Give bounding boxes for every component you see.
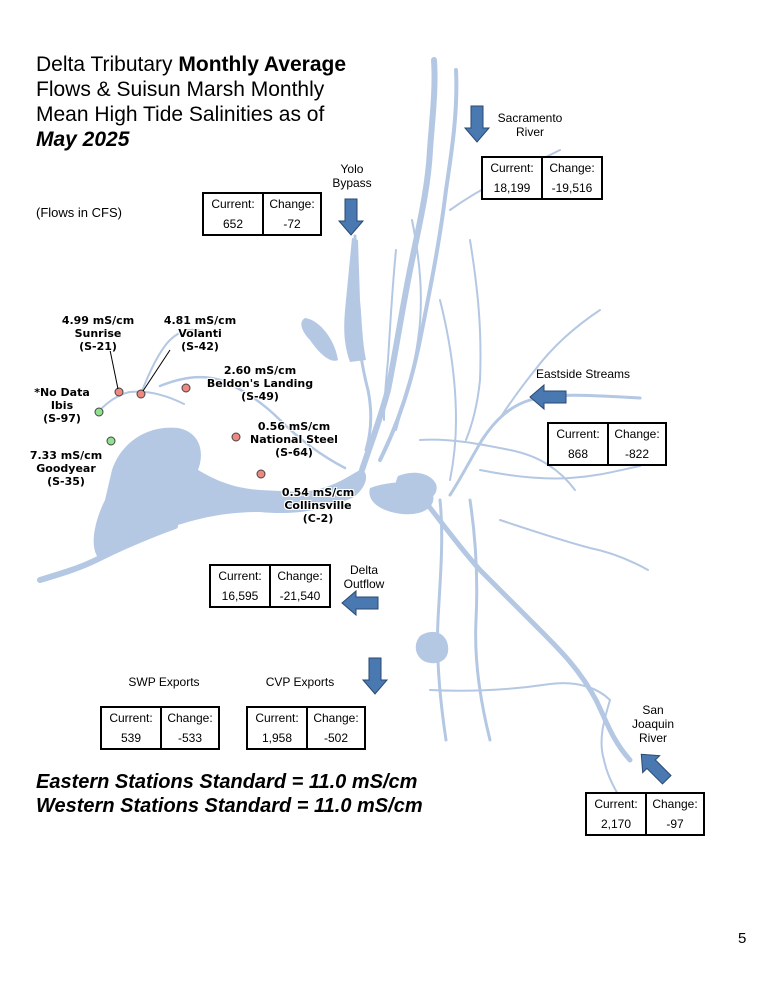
san-joaquin-river — [420, 495, 630, 760]
station-dot-s64 — [232, 433, 240, 441]
sacramento-current-cell — [483, 158, 541, 198]
station-s49-value: 2.60 mS/cm — [223, 364, 297, 377]
station-dot-s49 — [182, 384, 190, 392]
change-label: Change: — [549, 161, 595, 175]
station-c2-value: 0.54 mS/cm — [281, 486, 355, 499]
sacramento-current-value: 18,199 — [493, 181, 531, 195]
standards-block — [36, 770, 423, 818]
eastside-arrow — [530, 385, 566, 409]
current-label: Current: — [255, 711, 299, 725]
sanjoaquin-current-cell — [587, 794, 645, 834]
outflow-change-value: -21,540 — [279, 589, 321, 603]
cvp-change-value: -502 — [323, 731, 349, 745]
station-s64-value: 0.56 mS/cm — [257, 420, 331, 433]
swp-change-value: -533 — [177, 731, 203, 745]
swp-flow-box — [100, 706, 220, 750]
sacramento-change-value: -19,516 — [551, 181, 593, 195]
title-line2: Flows & Suisun Marsh Monthly — [36, 78, 325, 101]
station-s49-name: Beldon's Landing — [206, 377, 314, 390]
eastside-change-value: -822 — [624, 447, 650, 461]
station-s97-code: (S-97) — [43, 412, 81, 425]
station-dot-c2 — [257, 470, 265, 478]
station-s42-name: Volanti — [178, 327, 222, 340]
cvp-label: CVP Exports — [265, 675, 335, 689]
yolo-label-line2: Bypass — [332, 176, 372, 190]
swp-label: SWP Exports — [128, 675, 200, 689]
old-river — [437, 500, 446, 740]
sacramento-change-cell — [541, 158, 601, 198]
station-s35-name: Goodyear — [36, 462, 96, 475]
station-label-s97 — [22, 386, 102, 425]
sacramento-river — [362, 60, 435, 470]
outflow-change-cell — [269, 566, 329, 606]
leader-s21 — [110, 350, 118, 389]
grant-line-canal — [430, 683, 610, 700]
outflow-current-cell — [211, 566, 269, 606]
swp-current-cell — [102, 708, 160, 748]
eastside-label: Eastside Streams — [535, 367, 631, 381]
station-label-s64 — [244, 420, 344, 459]
units-note: (Flows in CFS) — [36, 205, 122, 220]
western-standard: Western Stations Standard = 11.0 mS/cm — [36, 795, 423, 817]
sanjoaquin-label-line1: San — [642, 703, 664, 717]
stockton-channel — [500, 520, 648, 570]
current-label: Current: — [490, 161, 534, 175]
swp-current-value: 539 — [120, 731, 142, 745]
outflow-arrow — [342, 591, 378, 615]
page-number: 5 — [738, 930, 747, 947]
station-label-c2 — [270, 486, 366, 525]
title-line1-prefix: Delta Tributary — [36, 53, 179, 76]
sanjoaquin-change-cell — [645, 794, 703, 834]
current-label: Current: — [594, 797, 638, 811]
station-s21-value: 4.99 mS/cm — [61, 314, 135, 327]
sanjoaquin-arrow — [633, 746, 675, 788]
change-label: Change: — [614, 427, 660, 441]
eastside-flow-box — [547, 422, 667, 466]
swp-change-cell — [160, 708, 218, 748]
eastern-standard: Eastern Stations Standard = 11.0 mS/cm — [36, 771, 418, 793]
cvp-change-cell — [306, 708, 364, 748]
station-s35-code: (S-35) — [47, 475, 85, 488]
change-label: Change: — [269, 197, 315, 211]
station-s21-name: Sunrise — [74, 327, 122, 340]
middle-river — [470, 500, 490, 740]
station-c2-code: (C-2) — [302, 512, 334, 525]
sanjoaquin-change-value: -97 — [666, 817, 684, 831]
station-s97-value: *No Data — [34, 386, 90, 399]
title-line1-bold: Monthly Average — [178, 53, 347, 76]
change-label: Change: — [313, 711, 359, 725]
current-label: Current: — [218, 569, 262, 583]
station-label-s42 — [152, 314, 248, 353]
current-label: Current: — [556, 427, 600, 441]
eastside-current-value: 868 — [567, 447, 589, 461]
sanjoaquin-flow-box — [585, 792, 705, 836]
station-s49-code: (S-49) — [241, 390, 279, 403]
current-label: Current: — [109, 711, 153, 725]
station-dot-s35 — [107, 437, 115, 445]
sacramento-label — [490, 111, 570, 139]
station-c2-name: Collinsville — [284, 499, 352, 512]
clifton-court — [416, 632, 448, 663]
yolo-arrow — [339, 199, 363, 235]
station-s64-code: (S-64) — [275, 446, 313, 459]
miner-slough — [384, 250, 396, 420]
sacramento-label-line1: Sacramento — [497, 111, 563, 125]
current-label: Current: — [211, 197, 255, 211]
station-s97-name: Ibis — [50, 399, 74, 412]
snodgrass-slough — [466, 240, 481, 440]
disappointment-slough — [480, 466, 640, 479]
station-s21-code: (S-21) — [79, 340, 117, 353]
station-label-s49 — [200, 364, 320, 403]
change-label: Change: — [652, 797, 698, 811]
sanjoaquin-label — [618, 703, 688, 745]
station-dot-s42 — [137, 390, 145, 398]
eastside-current-cell — [549, 424, 607, 464]
station-label-s35 — [16, 449, 116, 488]
outflow-flow-box — [209, 564, 331, 608]
franks-tract — [396, 473, 437, 503]
eastside-change-cell — [607, 424, 665, 464]
title-line3: Mean High Tide Salinities as of — [36, 103, 325, 126]
station-label-s21 — [50, 314, 146, 353]
yolo-label — [322, 162, 382, 190]
yolo-current-value: 652 — [222, 217, 244, 231]
exports-arrow — [363, 658, 387, 694]
change-label: Change: — [277, 569, 323, 583]
station-dot-s21 — [115, 388, 123, 396]
cvp-current-cell — [248, 708, 306, 748]
suisun-marsh-slough — [301, 318, 338, 361]
sacramento-flow-box — [481, 156, 603, 200]
station-s35-value: 7.33 mS/cm — [29, 449, 103, 462]
station-s64-name: National Steel — [250, 433, 338, 446]
yolo-flow-box — [202, 192, 322, 236]
outflow-label-line1: Delta — [349, 563, 378, 577]
yolo-label-line1: Yolo — [340, 162, 364, 176]
station-s42-code: (S-42) — [181, 340, 219, 353]
cvp-current-value: 1,958 — [261, 731, 293, 745]
sanjoaquin-label-line2: Joaquin — [631, 717, 675, 731]
title-month: May 2025 — [36, 128, 130, 151]
yolo-change-cell — [262, 194, 320, 234]
sanjoaquin-label-line3: River — [638, 731, 667, 745]
yolo-current-cell — [204, 194, 262, 234]
sacramento-label-line2: River — [515, 125, 544, 139]
page-title — [36, 52, 366, 152]
yolo-change-value: -72 — [283, 217, 301, 231]
outflow-current-value: 16,595 — [221, 589, 259, 603]
outflow-label — [334, 563, 394, 591]
georgiana-slough — [440, 300, 456, 480]
change-label: Change: — [167, 711, 213, 725]
station-s42-value: 4.81 mS/cm — [163, 314, 237, 327]
sacramento-arrow — [465, 106, 489, 142]
outflow-label-line2: Outflow — [343, 577, 385, 591]
sanjoaquin-current-value: 2,170 — [600, 817, 632, 831]
cvp-flow-box — [246, 706, 366, 750]
